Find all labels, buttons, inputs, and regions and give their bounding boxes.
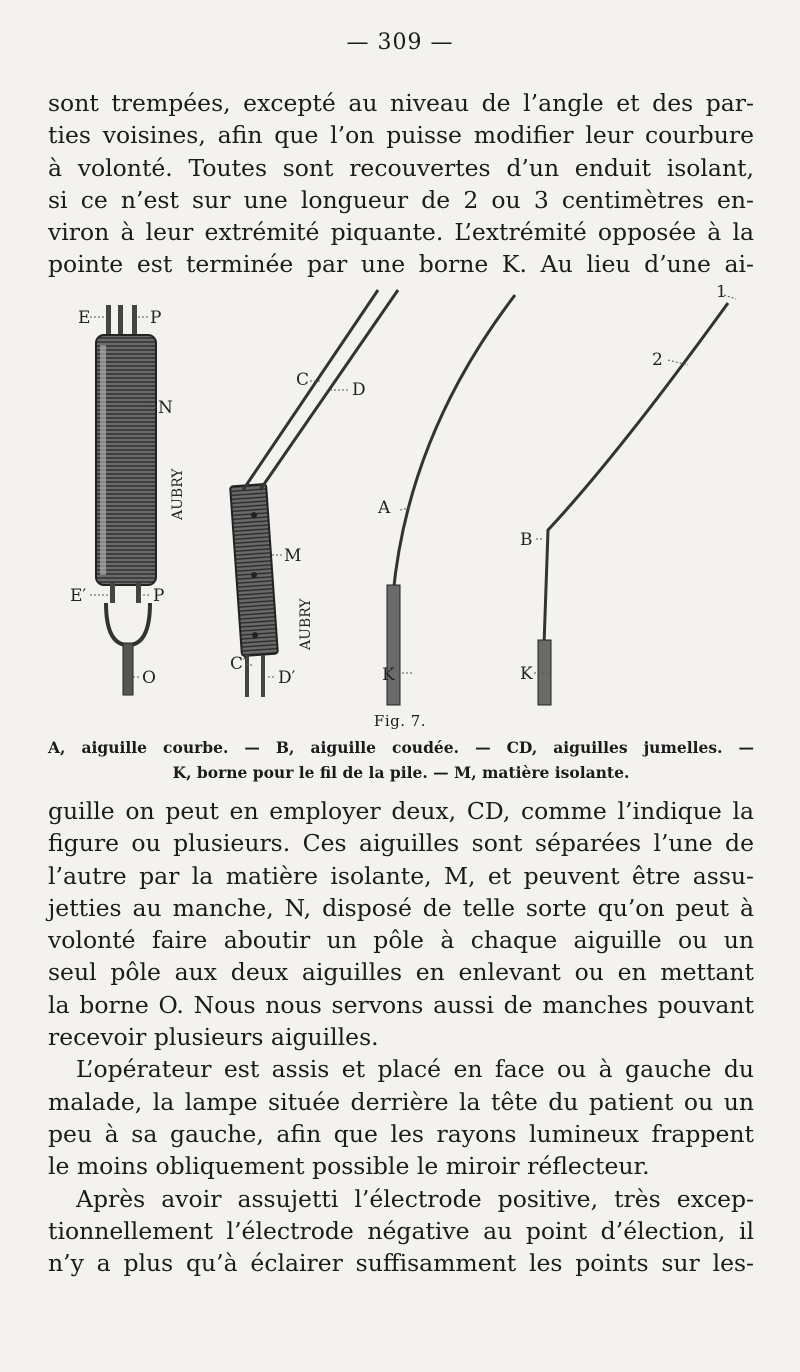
paragraph-1 [48, 87, 754, 281]
paragraph-2-to-4 [48, 795, 754, 1279]
figure-legend-line-2: K, borne pour le fil de la pile. — M, matière isolante. [172, 763, 630, 782]
text-line: tionnellement l’électrode négative au point d’élection, il [48, 1216, 754, 1245]
figure-7-illustration [48, 285, 758, 725]
figure-legend-line-1: A, aiguille courbe. — B, aiguille coudée. — CD, aiguilles jumelles. — [48, 738, 754, 757]
page-number: — 309 — [346, 30, 454, 55]
text-line: l’autre par la matière isolante, M, et peuvent être assu- [48, 861, 754, 890]
text-line: malade, la lampe située derrière la tête du patient ou un [48, 1087, 754, 1116]
text-line: le moins obliquement possible le miroir réflecteur. [48, 1152, 650, 1181]
label-K-1: K [382, 665, 395, 685]
text-line: jetties au manche, N, disposé de telle sorte qu’on peut à [48, 893, 754, 922]
text-line: pointe est terminée par une borne K. Au lieu d’une ai- [48, 250, 754, 279]
label-P-lower: P [153, 586, 165, 606]
text-line: seul pôle aux deux aiguilles en enlevant ou en mettant [48, 958, 754, 987]
text-line: guille on peut en employer deux, CD, comme l’indique la [48, 797, 754, 825]
label-D-prime: D′ [278, 668, 296, 688]
label-2: 2 [652, 350, 663, 370]
text-line: sont trempées, excepté au niveau de l’angle et des par- [48, 89, 754, 117]
figure-title: Fig. 7. [373, 712, 427, 730]
label-C-prime: C′ [230, 654, 247, 674]
text-line: à volonté. Toutes sont recouvertes d’un enduit isolant, [48, 153, 754, 182]
handle-N [96, 305, 156, 695]
label-O: O [142, 668, 156, 688]
text-line: n’y a plus qu’à éclairer suffisamment les points sur les- [48, 1249, 754, 1278]
label-aubry-2: AUBRY [298, 598, 314, 650]
label-M: M [284, 546, 302, 566]
text-line: peu à sa gauche, afin que les rayons lumineux frappent [48, 1119, 754, 1148]
label-E-prime: E′ [70, 586, 87, 606]
text-line: la borne O. Nous nous servons aussi de manches pouvant [48, 990, 754, 1019]
text-line: L’opérateur est assis et placé en face ou à gauche du [76, 1055, 754, 1084]
text-line: Après avoir assujetti l’électrode positive, très excep- [76, 1184, 754, 1213]
label-B: B [520, 530, 533, 550]
label-1: 1 [716, 285, 727, 302]
label-A: A [378, 498, 391, 518]
label-P: P [150, 308, 162, 328]
label-K-2: K [520, 664, 533, 684]
label-aubry-1: AUBRY [170, 468, 186, 520]
text-line: ties voisines, afin que l’on puisse modifier leur courbure [48, 121, 754, 150]
label-N: N [158, 398, 173, 418]
text-line: figure ou plusieurs. Ces aiguilles sont séparées l’une de [48, 829, 754, 858]
needle-A [387, 295, 515, 705]
text-line: volonté faire aboutir un pôle à chaque aiguille ou un [48, 926, 754, 955]
needle-B [538, 303, 728, 705]
text-line: si ce n’est sur une longueur de 2 ou 3 centimètres en- [48, 185, 754, 214]
label-C: C [296, 370, 310, 390]
needle-instruments-drawing [48, 285, 758, 715]
label-E: E [78, 308, 91, 328]
text-line: recevoir plusieurs aiguilles. [48, 1023, 379, 1052]
text-line: viron à leur extrémité piquante. L’extrémité opposée à la [48, 218, 754, 247]
needles-CD [243, 290, 398, 490]
label-D: D [352, 380, 366, 400]
